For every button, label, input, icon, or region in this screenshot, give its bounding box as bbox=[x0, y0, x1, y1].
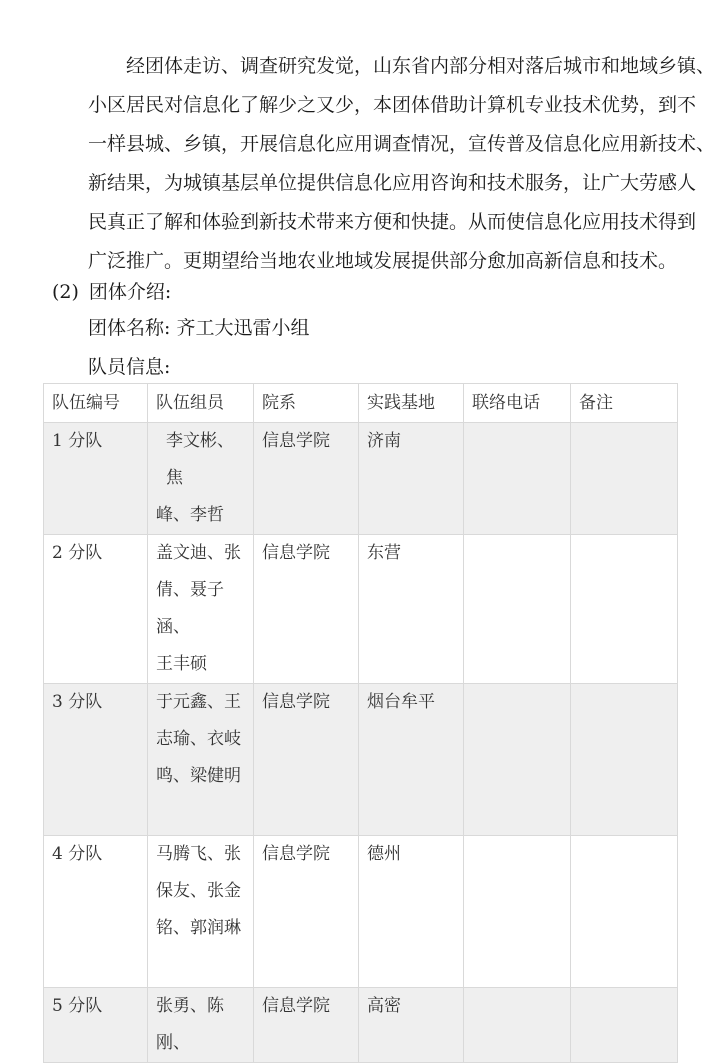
contact-phone-cell bbox=[464, 988, 571, 1063]
team-members-table bbox=[43, 383, 678, 1063]
department-cell: 信息学院 bbox=[254, 988, 359, 1063]
member-line: 马腾飞、张 bbox=[156, 844, 241, 864]
member-line: 志瑜、衣岐 bbox=[156, 729, 241, 749]
table-row bbox=[44, 988, 678, 1063]
intro-line: 经团体走访、调查研究发觉，山东省内部分相对落后城市和地域乡镇、 bbox=[126, 55, 716, 77]
members-info-label: 队员信息: bbox=[88, 356, 171, 378]
group-name-line: 团体名称: 齐工大迅雷小组 bbox=[88, 317, 310, 339]
department-cell: 信息学院 bbox=[254, 684, 359, 836]
table-row bbox=[44, 535, 678, 684]
section-title: 团体介绍: bbox=[88, 281, 172, 303]
header-team-members: 队伍组员 bbox=[148, 384, 254, 423]
practice-base-cell: 东营 bbox=[359, 535, 464, 684]
header-department: 院系 bbox=[254, 384, 359, 423]
remarks-cell bbox=[571, 684, 678, 836]
practice-base-cell: 高密 bbox=[359, 988, 464, 1063]
member-line: 铭、郭润琳 bbox=[156, 918, 241, 938]
intro-line: 新结果，为城镇基层单位提供信息化应用咨询和技术服务，让广大劳感人 bbox=[88, 172, 697, 194]
member-line: 王丰硕 bbox=[156, 654, 207, 674]
intro-line: 民真正了解和体验到新技术带来方便和快捷。从而使信息化应用技术得到 bbox=[88, 211, 697, 233]
team-number-cell: 2 分队 bbox=[44, 535, 148, 684]
team-number-cell: 5 分队 bbox=[44, 988, 148, 1063]
header-team-number: 队伍编号 bbox=[44, 384, 148, 423]
team-members-cell bbox=[148, 684, 254, 836]
practice-base-cell: 德州 bbox=[359, 836, 464, 988]
team-number-cell: 4 分队 bbox=[44, 836, 148, 988]
team-number-cell: 1 分队 bbox=[44, 423, 148, 535]
team-members-cell bbox=[148, 836, 254, 988]
member-line: 李文彬、焦 bbox=[166, 431, 234, 488]
member-line: 峰、李哲 bbox=[156, 505, 224, 525]
remarks-cell bbox=[571, 535, 678, 684]
member-line: 张勇、陈刚、 bbox=[156, 996, 224, 1053]
member-line: 盖文迪、张 bbox=[156, 543, 241, 563]
section-heading bbox=[52, 274, 171, 310]
member-line: 鸣、梁健明 bbox=[156, 766, 241, 786]
contact-phone-cell bbox=[464, 836, 571, 988]
table-header-row bbox=[44, 384, 678, 423]
section-number: (2) bbox=[52, 281, 79, 303]
table-row bbox=[44, 423, 678, 535]
practice-base-cell: 烟台牟平 bbox=[359, 684, 464, 836]
member-line: 保友、张金 bbox=[156, 881, 241, 901]
table-row bbox=[44, 684, 678, 836]
header-practice-base: 实践基地 bbox=[359, 384, 464, 423]
team-members-cell bbox=[148, 535, 254, 684]
member-line: 倩、聂子涵、 bbox=[156, 580, 224, 637]
intro-paragraph bbox=[88, 47, 716, 281]
header-contact-phone: 联络电话 bbox=[464, 384, 571, 423]
contact-phone-cell bbox=[464, 684, 571, 836]
table-row bbox=[44, 836, 678, 988]
team-members-cell bbox=[148, 423, 254, 535]
practice-base-cell: 济南 bbox=[359, 423, 464, 535]
intro-line: 小区居民对信息化了解少之又少，本团体借助计算机专业技术优势，到不 bbox=[88, 94, 697, 116]
intro-line: 广泛推广。更期望给当地农业地域发展提供部分愈加高新信息和技术。 bbox=[88, 250, 678, 272]
department-cell: 信息学院 bbox=[254, 535, 359, 684]
intro-line: 一样县城、乡镇，开展信息化应用调查情况，宣传普及信息化应用新技术、 bbox=[88, 133, 716, 155]
team-number-cell: 3 分队 bbox=[44, 684, 148, 836]
header-remarks: 备注 bbox=[571, 384, 678, 423]
contact-phone-cell bbox=[464, 423, 571, 535]
team-members-cell bbox=[148, 988, 254, 1063]
remarks-cell bbox=[571, 423, 678, 535]
contact-phone-cell bbox=[464, 535, 571, 684]
department-cell: 信息学院 bbox=[254, 423, 359, 535]
member-line: 于元鑫、王 bbox=[156, 692, 241, 712]
department-cell: 信息学院 bbox=[254, 836, 359, 988]
remarks-cell bbox=[571, 836, 678, 988]
remarks-cell bbox=[571, 988, 678, 1063]
